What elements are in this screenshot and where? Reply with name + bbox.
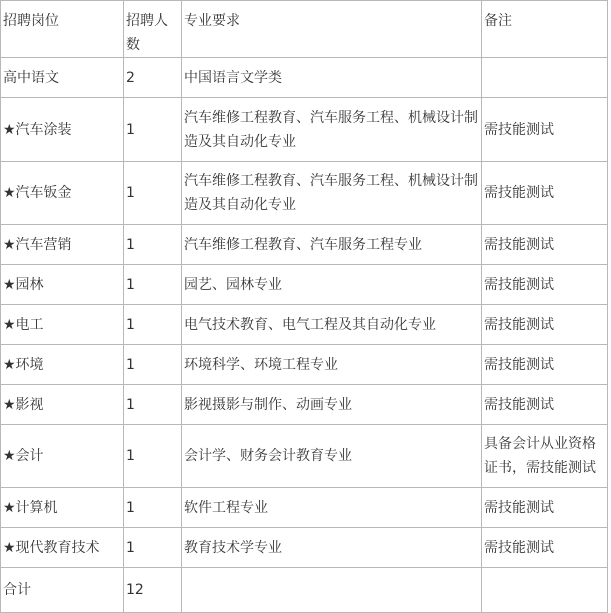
table-row xyxy=(1,385,608,425)
total-row xyxy=(1,568,608,613)
total-label-cell: 合计 xyxy=(1,568,124,613)
table-row xyxy=(1,265,608,305)
note-cell: 需技能测试 xyxy=(482,385,608,425)
major-cell: 汽车维修工程教育、汽车服务工程、机械设计制造及其自动化专业 xyxy=(182,98,482,162)
table-row xyxy=(1,425,608,488)
post-cell: ★汽车营销 xyxy=(1,225,124,265)
header-major: 专业要求 xyxy=(182,1,482,58)
table-row xyxy=(1,58,608,98)
note-cell xyxy=(482,568,608,613)
major-cell: 教育技术学专业 xyxy=(182,528,482,568)
post-cell: ★园林 xyxy=(1,265,124,305)
header-count: 招聘人数 xyxy=(124,1,182,58)
count-cell: 1 xyxy=(124,488,182,528)
count-cell: 1 xyxy=(124,162,182,225)
note-cell: 需技能测试 xyxy=(482,345,608,385)
major-cell: 影视摄影与制作、动画专业 xyxy=(182,385,482,425)
post-cell: ★会计 xyxy=(1,425,124,488)
table-row xyxy=(1,162,608,225)
count-cell: 1 xyxy=(124,305,182,345)
count-cell: 1 xyxy=(124,345,182,385)
post-cell: ★影视 xyxy=(1,385,124,425)
note-cell: 需技能测试 xyxy=(482,488,608,528)
post-cell: ★现代教育技术 xyxy=(1,528,124,568)
count-cell: 1 xyxy=(124,225,182,265)
count-cell: 1 xyxy=(124,425,182,488)
count-cell: 2 xyxy=(124,58,182,98)
major-cell xyxy=(182,568,482,613)
count-cell: 1 xyxy=(124,385,182,425)
table-row xyxy=(1,98,608,162)
major-cell: 环境科学、环境工程专业 xyxy=(182,345,482,385)
note-cell: 需技能测试 xyxy=(482,225,608,265)
header-post: 招聘岗位 xyxy=(1,1,124,58)
post-cell: ★电工 xyxy=(1,305,124,345)
note-cell: 需技能测试 xyxy=(482,98,608,162)
post-cell: 高中语文 xyxy=(1,58,124,98)
note-cell xyxy=(482,58,608,98)
header-note: 备注 xyxy=(482,1,608,58)
note-cell: 需技能测试 xyxy=(482,162,608,225)
major-cell: 汽车维修工程教育、汽车服务工程、机械设计制造及其自动化专业 xyxy=(182,162,482,225)
post-cell: ★汽车涂装 xyxy=(1,98,124,162)
table-row xyxy=(1,528,608,568)
count-cell: 1 xyxy=(124,98,182,162)
major-cell: 中国语言文学类 xyxy=(182,58,482,98)
table-row xyxy=(1,225,608,265)
major-cell: 园艺、园林专业 xyxy=(182,265,482,305)
major-cell: 会计学、财务会计教育专业 xyxy=(182,425,482,488)
major-cell: 汽车维修工程教育、汽车服务工程专业 xyxy=(182,225,482,265)
post-cell: ★计算机 xyxy=(1,488,124,528)
table-row xyxy=(1,345,608,385)
count-cell: 1 xyxy=(124,528,182,568)
major-cell: 软件工程专业 xyxy=(182,488,482,528)
post-cell: ★环境 xyxy=(1,345,124,385)
post-cell: ★汽车钣金 xyxy=(1,162,124,225)
major-cell: 电气技术教育、电气工程及其自动化专业 xyxy=(182,305,482,345)
note-cell: 需技能测试 xyxy=(482,265,608,305)
note-cell: 需技能测试 xyxy=(482,528,608,568)
total-count-cell: 12 xyxy=(124,568,182,613)
table-row xyxy=(1,305,608,345)
header-row xyxy=(1,1,608,58)
count-cell: 1 xyxy=(124,265,182,305)
note-cell: 具备会计从业资格证书，需技能测试 xyxy=(482,425,608,488)
table-row xyxy=(1,488,608,528)
note-cell: 需技能测试 xyxy=(482,305,608,345)
